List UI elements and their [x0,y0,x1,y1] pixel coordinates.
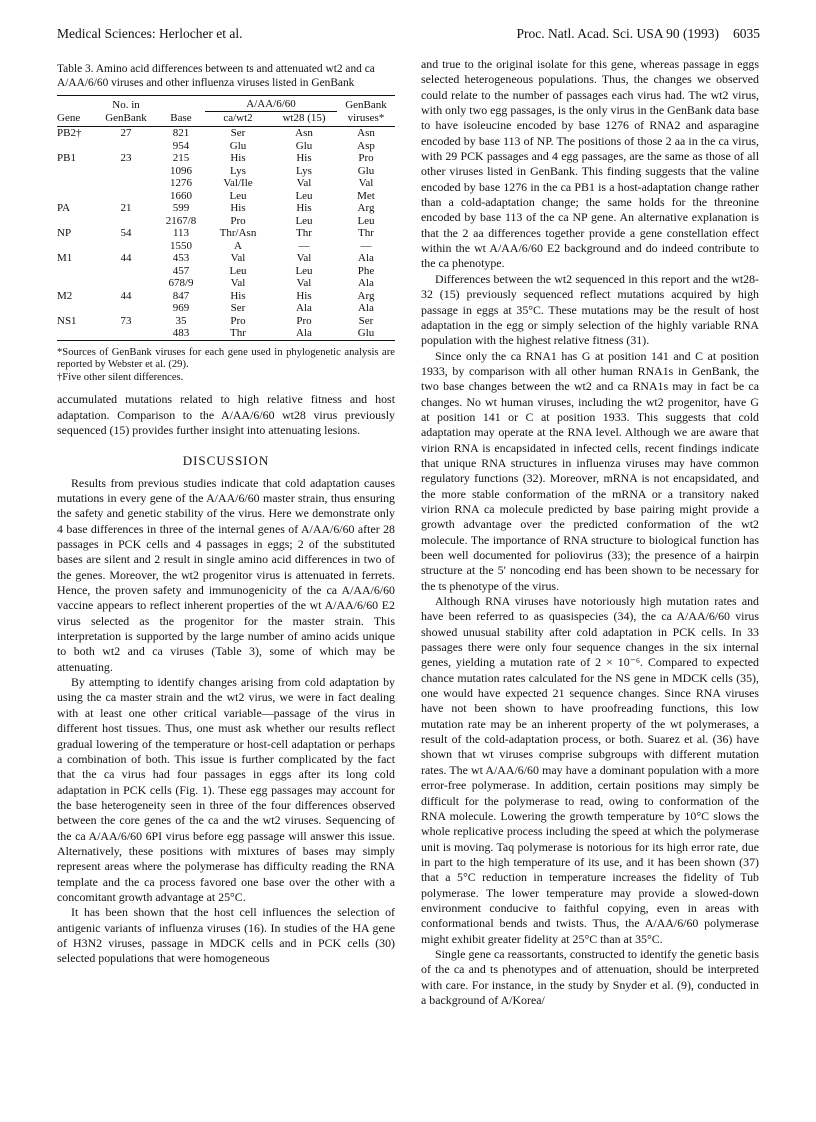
cell-base: 847 [172,289,190,302]
table-row [57,327,395,340]
right-column [421,57,759,1008]
cell-base: 969 [172,302,190,314]
cell-gene [57,215,95,228]
cell-base: 1096 [170,164,192,177]
cell-base: 35 [175,314,187,327]
cell-gene: PA [57,202,71,214]
cell-base: 2167/8 [165,214,197,227]
cell-wt28: Pro [296,314,312,327]
cell-gb: — [360,239,372,252]
table-row [57,215,395,228]
cell-ca: Val [230,277,246,289]
cell-gene: M1 [57,252,73,264]
cell-gene [57,240,95,253]
cell-gb: Asp [357,139,375,152]
cell-ca: Val [230,252,246,264]
cell-gb: Ala [358,252,374,264]
table-row [57,165,395,178]
cell-gene [57,190,95,203]
cell-no [95,165,157,178]
table-row [57,127,395,140]
header-left: Medical Sciences: Herlocher et al. [57,26,243,41]
paragraph: accumulated mutations related to high relative fitness and host adaptation. Comparison to the A/AA/6/60 wt28 virus previously sequenced (15) provides further insight into attenuating lesions. [57,392,395,437]
header-group: A/AA/6/60 [205,98,337,111]
left-column [57,62,395,967]
cell-gene: PB1 [57,152,76,164]
paragraph: It has been shown that the host cell influences the selection of antigenic variants of influenza viruses (16). In studies of the HA gene of H3N2 viruses, passage in MDCK cells and in PCK cells (30) selected populations that were homogeneous [57,905,395,966]
paragraph: and true to the original isolate for this gene, whereas passage in eggs selected heterogeneous populations. Thus, the changes we observed could relate to the number of passages each virus had. The wt2 virus, with only two egg passages, is the only virus in the GenBank data base to have isoleucine encoded by base 1276 of RNA2 and asparagine encoded by base 113 of NP. The positions of those 2 aa in the ca virus, with 29 PCK passages and 4 egg passages, are the same as those of all other viruses listed in GenBank. This finding suggests that the valine encoded by base 1276 in the ca PB1 is a host-adaptation change rather than a cold-adaptation change; the same holds for the threonine encoded by base 113 of the ca NP gene. An alternative explanation is that the 2 aa differences together provide a gene constellation effect within the wt A/AA/6/60 E2 background and do indeed contribute to the ca phenotype. [421,57,759,271]
header-gb-line2: viruses* [347,111,385,124]
cell-no [95,140,157,153]
section-title-discussion: DISCUSSION [182,453,270,469]
cell-gene: NS1 [57,314,77,327]
cell-ca: Pro [230,314,246,327]
cell-ca: A [234,239,242,252]
cell-gene [57,327,95,340]
cell-no: 21 [120,202,132,214]
cell-no: 44 [120,252,132,264]
cell-base: 113 [172,227,190,239]
cell-gene: M2 [57,289,73,302]
table-row [57,277,395,290]
cell-ca: His [230,289,246,302]
cell-ca: Ser [230,302,246,314]
paragraph: Since only the ca RNA1 has G at position 141 and C at position 1933, by comparison with all other human RNA1s in GenBank, the two base changes between the wt2 and ca RNA1s may in fact be ca changes. No wt human viruses, including the wt2 progenitor, have G at position 141 or C at position 1933. This suggests that cold adaptation may operate at the RNA level. Although we are aware that virion RNA is encapsidated in infected cells, recent findings indicate that unique RNA structures in influenza viruses may have common regulatory functions (32). Moreover, mRNA is not encapsidated, and the more stable conformation of the mRNA or a transitory naked virion RNA ca molecule predicted by base pairing might provide a growth advantage over the predicted conformation of the wt2 molecule. The importance of RNA structure to biological function has been well documented for poliovirus (33); the presence of a hairpin structure at the 5′ noncoding end has been shown to be necessary for the ts phenotype of the virus. [421,348,759,593]
cell-ca: Thr/Asn [219,227,257,239]
cell-wt28: His [296,289,312,302]
cell-gb: Arg [357,289,375,302]
table-row [57,290,395,303]
header-base: Base [170,111,192,124]
cell-gene [57,165,95,178]
table-row [57,177,395,190]
cell-no: 54 [120,227,132,239]
cell-wt28: — [298,239,310,252]
header-ca: ca/wt2 [223,111,253,124]
header-gb-line1: GenBank [345,98,387,111]
cell-no [95,177,157,190]
paragraph: Although RNA viruses have notoriously high mutation rates and have been referred to as quasispecies (34), the ca A/AA/6/60 virus showed unusual stability after cold adaptation in PCK cells. In 33 passages there were only four sequence changes in the six internal genes, yielding a mutation rate of 2 × 10⁻⁶. Compared to expected chance mutation rates calculated for the NS gene in MDCK cells (35), one would have expected 21 sequence changes. Since RNA viruses have not been shown to have proofreading functions, this low mutation rate may be an inherent property of the wt polymerases, a result of the cold-adaptation process, or both. Suarez et al. (36) have shown that wt viruses comprise subgroups with different mutation rates. The wt A/AA/6/60 may have a dominant population with a more error-free polymerase. In addition, certain positions may simply be difficult for the polymerase to read, owing to conformation of the RNA molecule. Lowering the growth temperature by 10°C slows the whole replicative process including the speed at which the polymerase unit is moving. Taq polymerase is notorious for its high error rate, due in part to the high temperature of its use, and it has been shown (37) that a 5°C reduction in temperature increases the fidelity of Tub polymerase. The lower temperature may provide a slowed-down environment conducive to faithful copying, even in areas with conformational bends and twists. Thus, the A/AA/6/60 polymerase might exhibit greater fidelity at 25°C than at 35°C. [421,594,759,946]
cell-gb: Val [358,177,374,189]
cell-base: 1660 [170,189,192,202]
header-right [517,26,760,42]
cell-no: 44 [120,289,132,302]
cell-wt28: Leu [295,264,313,277]
cell-gb: Ala [358,277,374,289]
cell-no: 73 [120,314,132,327]
table-row [57,152,395,165]
cell-no [95,215,157,228]
table-row [57,140,395,153]
paragraph: By attempting to identify changes arising from cold adaptation by using the ca master strain and the wt2 virus, we were in fact dealing with at least one other critical variable—passage of the virus in different host tissues. Thus, one must ask whether our results reflect gradual lowering of the temperature or host-cell adaptation or perhaps a combination of both. This issue is further complicated by the fact that the ca virus had four passages in eggs after its long cold adaptation in PCK cells (Fig. 1). These egg passages may account for the base heterogeneity seen in three of the four differences observed between the core genes of the ca and the wt2 viruses. Sequencing of the ca A/AA/6/60 6PI virus before egg passage will answer this issue. Alternatively, these positions with mixtures of bases may simply represent areas where the polymerase has difficulty reading the RNA template and the ca process favored one base over the other with a concomitant growth advantage at 25°C. [57,675,395,904]
cell-base: 457 [172,264,190,277]
cell-ca: Ser [230,127,246,139]
header-wt28: wt28 (15) [282,111,326,124]
cell-gb: Leu [357,214,375,227]
cell-ca: His [230,152,246,164]
table-row [57,227,395,240]
cell-gb: Thr [358,227,374,239]
cell-base: 483 [172,327,190,339]
cell-base: 1550 [170,239,192,252]
cell-base: 453 [172,252,190,264]
cell-no [95,277,157,290]
journal-citation: Proc. Natl. Acad. Sci. USA 90 (1993) [516,26,719,41]
header-no-line1: No. in [112,98,140,111]
cell-gb: Met [357,189,375,202]
paragraph: Single gene ca reassortants, constructed to identify the genetic basis of the ca and ts phenotypes and of attenuation, should be interpreted with care. For instance, in the study by Snyder et al. (9), conducted in a background of A/Korea/ [421,946,759,1007]
cell-base: 1276 [170,177,192,189]
cell-gb: Phe [357,264,375,277]
cell-ca: Val/Ile [223,177,253,189]
table-row [57,302,395,315]
cell-wt28: His [296,152,312,164]
cell-gene: NP [57,227,72,239]
table-row [57,252,395,265]
cell-wt28: Leu [295,214,313,227]
footnote-dagger: †Five other silent differences. [57,371,184,383]
paragraph: Differences between the wt2 sequenced in this report and the wt28-32 (15) previously sequenced reflect mutations acquired by high passage in eggs at 35°C. These mutations may be the result of host adaptation in the egg or simply selection of the highly variable RNA population with the highest relative fitness (31). [421,271,759,348]
header-no-line2: GenBank [105,111,147,124]
cell-base: 678/9 [168,277,194,289]
cell-ca: Leu [229,264,247,277]
cell-ca: Thr [230,327,246,339]
cell-wt28: Glu [295,139,313,152]
table-row [57,265,395,278]
cell-ca: Lys [230,164,246,177]
cell-no: 27 [120,127,132,139]
cell-wt28: Val [296,252,312,264]
running-header [57,26,760,44]
cell-base: 599 [172,202,190,214]
cell-wt28: Leu [295,189,313,202]
cell-gene [57,302,95,315]
cell-wt28: Lys [296,164,312,177]
cell-wt28: Val [296,177,312,189]
cell-base: 821 [172,127,190,139]
cell-no [95,240,157,253]
table-row [57,202,395,215]
cell-base: 954 [172,139,190,152]
cell-ca: Pro [230,214,246,227]
cell-gb: Ala [358,302,374,314]
cell-gb: Asn [357,127,375,139]
table-row [57,240,395,253]
page-number: 6035 [733,26,760,41]
table-row [57,190,395,203]
cell-no: 23 [120,152,132,164]
cell-gb: Pro [358,152,374,164]
cell-gene [57,140,95,153]
table-row [57,315,395,328]
cell-gene [57,277,95,290]
cell-base: 215 [172,152,190,164]
cell-wt28: Ala [296,327,312,339]
cell-no [95,265,157,278]
cell-wt28: Asn [295,127,313,139]
cell-no [95,302,157,315]
cell-gene [57,265,95,278]
cell-gb: Arg [357,202,375,214]
table-body [57,127,395,341]
table-footnotes [57,347,395,385]
header-gene: Gene [57,111,81,124]
cell-gene: PB2† [57,127,82,139]
cell-no [95,327,157,340]
cell-gb: Ser [358,314,374,327]
cell-wt28: Val [296,277,312,289]
cell-ca: His [230,202,246,214]
cell-ca: Leu [229,189,247,202]
cell-gene [57,177,95,190]
table-3 [57,95,395,343]
cell-ca: Glu [229,139,247,152]
cell-wt28: Thr [296,227,312,239]
cell-gb: Glu [357,164,375,177]
cell-wt28: His [296,202,312,214]
table-caption: Table 3. Amino acid differences between ts and attenuated wt2 and ca A/AA/6/60 viruses and other influenza viruses listed in GenBank [57,63,375,89]
cell-no [95,190,157,203]
footnote-star: *Sources of GenBank viruses for each gene used in phylogenetic analysis are reported by Webster et al. (29). [57,346,395,371]
cell-wt28: Ala [296,302,312,314]
paragraph: Results from previous studies indicate that cold adaptation causes mutations in every gene of the A/AA/6/60 master strain, thus ensuring the safety and genetic stability of the virus. Here we demonstrate only 4 base differences in three of the internal genes of A/AA/6/60 after 28 passages in PCK cells and 4 passages in eggs; 2 of the substituted bases are silent and 2 result in single amino acid differences in two of the genes. Moreover, the wt2 progenitor virus is attenuated in ferrets. Hence, the proven safety and immunogenicity of the ca A/AA/6/60 vaccine appears to reflect inherent properties of the wt A/AA/6/60 E2 virus selected as the progenitor for the master strain. This interpretation is supported by the large number of amino acids unique to both wt2 and ca viruses (Table 3), some of which may be attenuating. [57,475,395,674]
cell-gb: Glu [357,327,375,339]
